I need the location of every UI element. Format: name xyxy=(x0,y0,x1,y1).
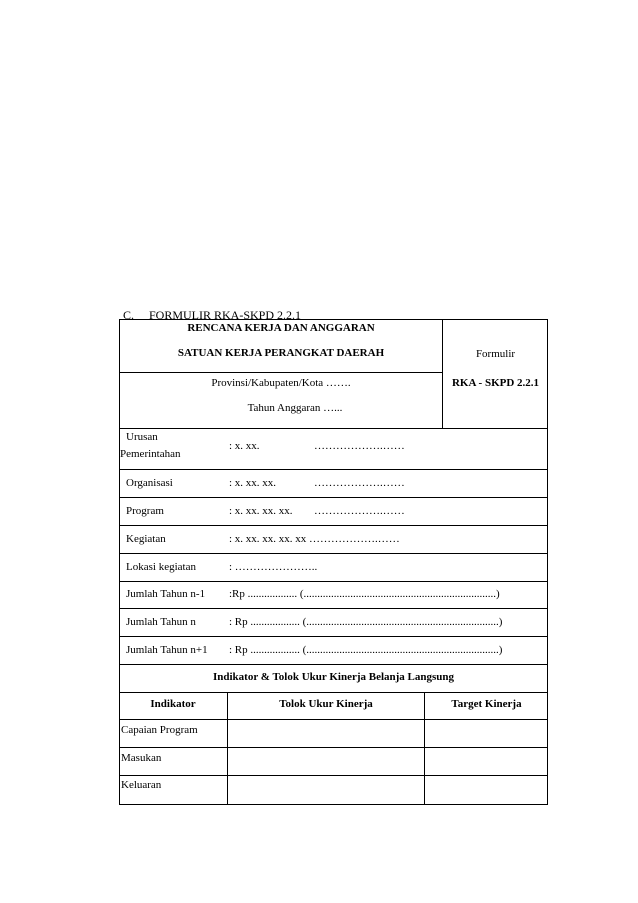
label-jumlah-n-minus-1: Jumlah Tahun n-1 xyxy=(126,588,206,600)
label-urusan-line1: Urusan xyxy=(126,431,158,443)
value-organisasi: : x. xx. xx. xyxy=(229,477,277,489)
label-kegiatan: Kegiatan xyxy=(126,533,166,545)
value-lokasi: : ………………….. xyxy=(229,561,318,573)
column-header-indikator: Indikator xyxy=(150,698,196,710)
column-header-tolok-ukur: Tolok Ukur Kinerja xyxy=(279,698,373,710)
section-number: C. xyxy=(123,308,135,322)
form-code: RKA - SKPD 2.2.1 xyxy=(451,377,540,389)
table-row-keluaran: Keluaran xyxy=(121,779,162,791)
row-line xyxy=(119,719,548,720)
header-bottom-line xyxy=(119,428,548,429)
dots-urusan: ……………….…… xyxy=(314,440,405,452)
indicator-table-title: Indikator & Tolok Ukur Kinerja Belanja Langsung xyxy=(212,671,455,683)
row-line xyxy=(119,497,548,498)
row-line xyxy=(119,608,548,609)
label-urusan-line2: Pemerintahan xyxy=(120,448,181,460)
row-line xyxy=(119,747,548,748)
value-urusan: : x. xx. xyxy=(229,440,260,452)
header-title-2: SATUAN KERJA PERANGKAT DAERAH xyxy=(177,347,385,359)
row-line xyxy=(119,692,548,693)
column-header-target: Target Kinerja xyxy=(451,698,522,710)
row-line xyxy=(119,553,548,554)
row-line xyxy=(119,469,548,470)
label-jumlah-n-plus-1: Jumlah Tahun n+1 xyxy=(126,644,208,656)
row-line xyxy=(119,664,548,665)
label-lokasi: Lokasi kegiatan xyxy=(126,561,196,573)
row-line xyxy=(119,525,548,526)
header-fiscal-year: Tahun Anggaran …... xyxy=(247,402,343,414)
label-jumlah-n: Jumlah Tahun n xyxy=(126,616,196,628)
label-organisasi: Organisasi xyxy=(126,477,173,489)
label-program: Program xyxy=(126,505,164,517)
dots-organisasi: ……………….…… xyxy=(314,477,405,489)
header-mid-line xyxy=(119,372,443,373)
value-jumlah-n-minus-1: :Rp .................. (......................................................................) xyxy=(229,588,500,600)
value-program: : x. xx. xx. xx. xyxy=(229,505,293,517)
row-line xyxy=(119,775,548,776)
table-row-masukan: Masukan xyxy=(121,752,162,764)
value-jumlah-n: : Rp .................. (......................................................................) xyxy=(229,616,503,628)
row-line xyxy=(119,581,548,582)
section-title-text: FORMULIR RKA-SKPD 2.2.1 xyxy=(149,308,302,322)
label-pemerintahan xyxy=(120,448,180,460)
table-row-capaian-program: Capaian Program xyxy=(121,724,198,736)
row-line xyxy=(119,636,548,637)
label-urusan xyxy=(126,431,158,443)
value-kegiatan: : x. xx. xx. xx. xx ……………….…… xyxy=(229,533,400,545)
form-label: Formulir xyxy=(475,348,516,360)
header-title-1: RENCANA KERJA DAN ANGGARAN xyxy=(187,322,375,334)
header-region: Provinsi/Kabupaten/Kota ……. xyxy=(211,377,351,389)
value-jumlah-n-plus-1: : Rp .................. (......................................................................) xyxy=(229,644,503,656)
dots-program: ……………….…… xyxy=(314,505,405,517)
